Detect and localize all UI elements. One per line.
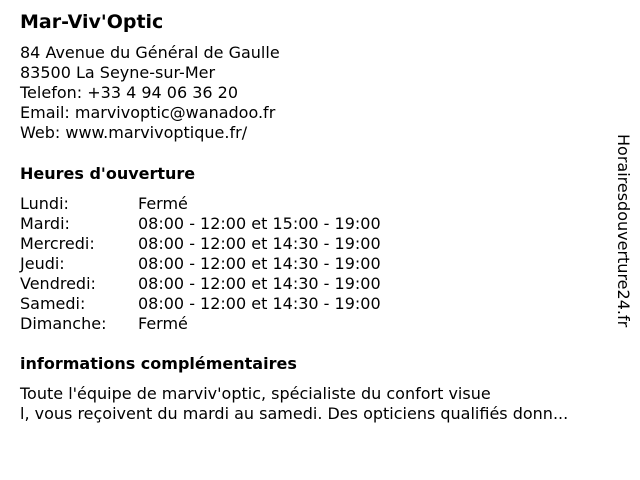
day-label: Vendredi: [20,274,96,293]
day-label: Dimanche: [20,314,107,333]
info-line: l, vous reçoivent du mardi au samedi. Des opticiens qualifiés donn... [20,404,569,423]
website-line: Web: www.marvivoptique.fr/ [20,123,248,142]
contact-block [20,43,280,143]
address-city: 83500 La Seyne-sur-Mer [20,63,216,82]
day-label: Mercredi: [20,234,95,253]
time-value: 08:00 - 12:00 et 14:30 - 19:00 [138,254,381,273]
time-value: 08:00 - 12:00 et 14:30 - 19:00 [138,274,381,293]
watermark-text: Horairesdouverture24.fr [614,134,633,328]
day-label: Lundi: [20,194,69,213]
day-label: Mardi: [20,214,70,233]
info-line: Toute l'équipe de marviv'optic, spécialiste du confort visue [20,384,491,403]
time-value: Fermé [138,314,188,333]
time-value: 08:00 - 12:00 et 15:00 - 19:00 [138,214,381,233]
time-value: 08:00 - 12:00 et 14:30 - 19:00 [138,294,381,313]
info-description [20,384,620,424]
day-label: Jeudi: [20,254,65,273]
hours-heading: Heures d'ouverture [20,164,196,183]
phone-line: Telefon: +33 4 94 06 36 20 [20,83,239,102]
business-name: Mar-Viv'Optic [20,11,164,33]
address-street: 84 Avenue du Général de Gaulle [20,43,280,62]
day-label: Samedi: [20,294,86,313]
time-value: Fermé [138,194,188,213]
email-line: Email: marvivoptic@wanadoo.fr [20,103,276,122]
time-value: 08:00 - 12:00 et 14:30 - 19:00 [138,234,381,253]
info-heading: informations complémentaires [20,354,297,373]
